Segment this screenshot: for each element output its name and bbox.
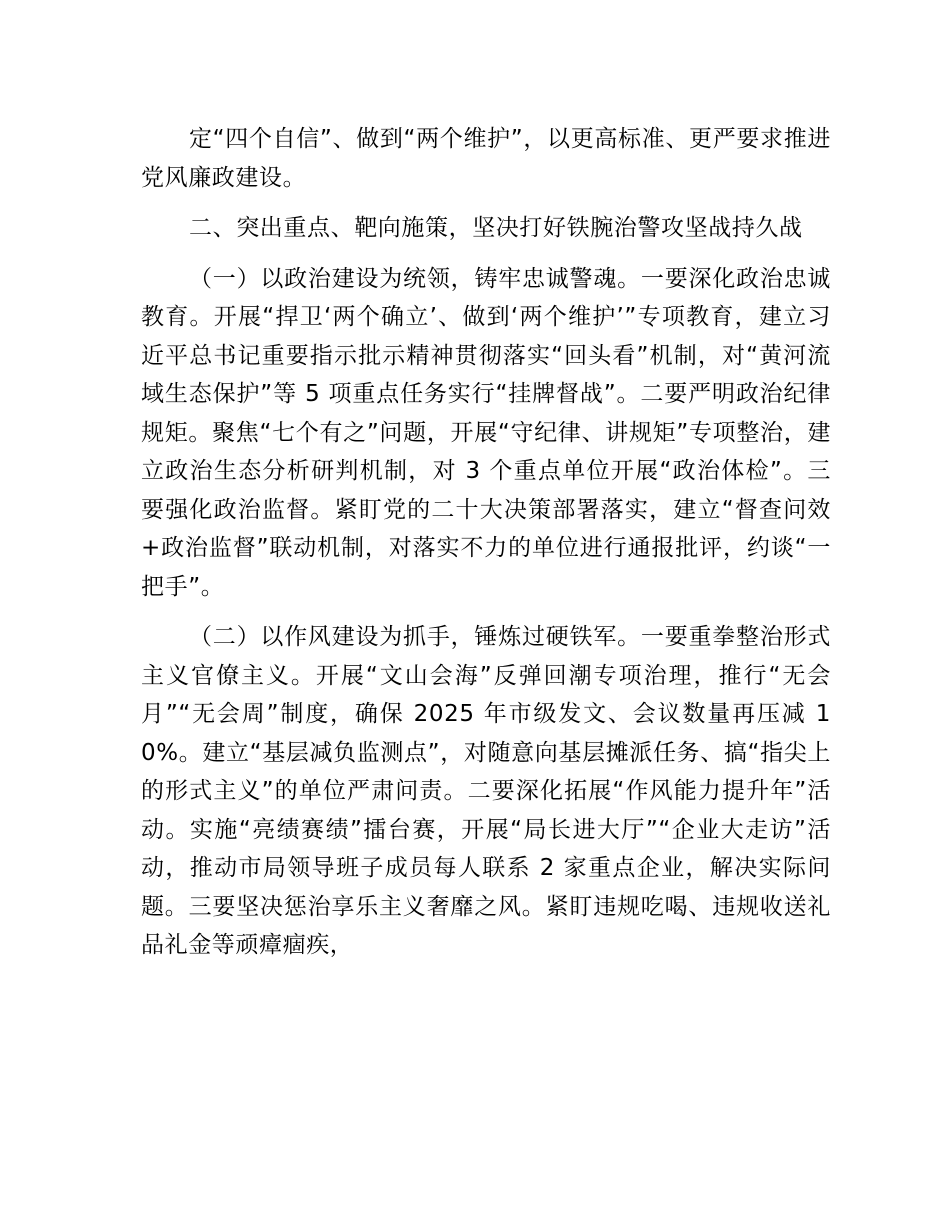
paragraph-continuation: 定“四个自信”、做到“两个维护”，以更高标准、更严要求推进党风廉政建设。	[141, 126, 831, 191]
subsection-work-style-building: （二）以作风建设为抓手，锤炼过硬铁军。一要重拳整治形式主义官僚主义。开展“文山会海”反弹回潮专项治理，推行“无会月”“无会周”制度，确保 2025 年市级发文、会议数量再压减 10%。建立“基层减负监测点”，对随意向基层摊派任务、搞“指尖上的形式主义”的单位严肃问责。二要深化拓展“作风能力提升年”活动。实施“亮绩赛绩”擂台赛，开展“局长进大厅”“企业大走访”活动，推动市局领导班子成员每人联系 2 家重点企业，解决实际问题。三要坚决惩治享乐主义奢靡之风。紧盯违规吃喝、违规收送礼品礼金等顽瘴痼疾，	[141, 624, 831, 958]
section-heading: 二、突出重点、靶向施策，坚决打好铁腕治警攻坚战持久战	[189, 215, 803, 241]
subsection-political-building: （一）以政治建设为统领，铸牢忠诚警魂。一要深化政治忠诚教育。开展“捍卫‘两个确立’、做到‘两个维护’”专项教育，建立习近平总书记重要指示批示精神贯彻落实“回头看”机制，对“黄河流域生态保护”等 5 项重点任务实行“挂牌督战”。二要严明政治纪律规矩。聚焦“七个有之”问题，开展“守纪律、讲规矩”专项整治，建立政治生态分析研判机制，对 3 个重点单位开展“政治体检”。三要强化政治监督。紧盯党的二十大决策部署落实，建立“督查问效+政治监督”联动机制，对落实不力的单位进行通报批评，约谈“一把手”。	[141, 265, 831, 600]
document-body	[141, 120, 831, 965]
